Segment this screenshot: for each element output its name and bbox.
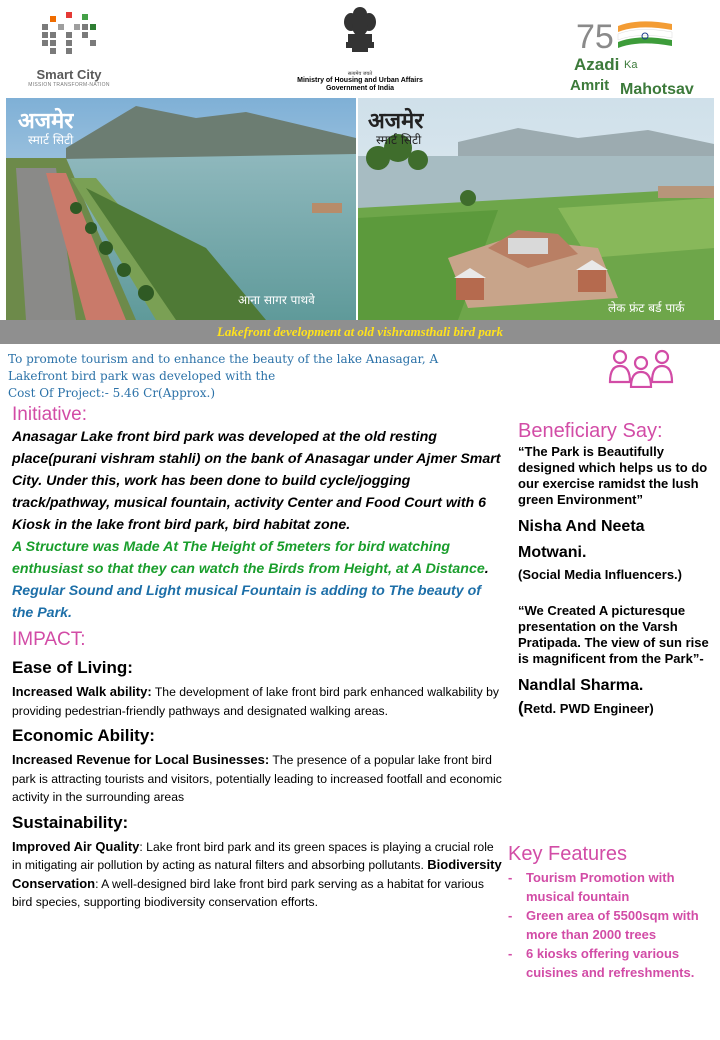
header bbox=[0, 0, 720, 98]
azadi-75-text: 75 bbox=[576, 18, 614, 56]
bird-watching-structure-text bbox=[12, 536, 504, 580]
air-quality-text: : Lake front bird park and its green spaces is playing a crucial role in mitigating air pollution by acting as natural filters and absorbing pollutants. bbox=[12, 839, 494, 872]
ministry-block bbox=[270, 4, 450, 93]
anasagar-pathway-photo bbox=[6, 98, 356, 320]
sustainability-paragraph bbox=[12, 838, 504, 912]
smart-city-name: Smart City bbox=[36, 67, 102, 82]
intro-line-2: Lakefront bird park was developed with the bbox=[8, 369, 276, 383]
bird-watching-period: . bbox=[484, 561, 489, 577]
key-feature-item: - Tourism Promotion with musical fountain bbox=[508, 868, 716, 906]
government-name: Government of India bbox=[325, 85, 395, 92]
state-emblem-icon bbox=[340, 4, 380, 66]
key-feature-item: - Green area of 5500sqm with more than 2000 trees bbox=[508, 906, 716, 944]
beneficiary-name-2: Nandlal Sharma. bbox=[518, 677, 644, 694]
lake-front-bird-park-photo bbox=[358, 98, 714, 320]
right-photo-subtitle: स्मार्ट सिटी bbox=[376, 133, 422, 147]
smart-city-tagline: MISSION TRANSFORM-NATION bbox=[28, 82, 110, 88]
intro-cost-line: Cost Of Project:- 5.46 Cr(Approx.) bbox=[8, 386, 215, 400]
left-photo-subtitle: स्मार्ट सिटी bbox=[28, 133, 74, 147]
photo-strip bbox=[6, 98, 714, 320]
impact-heading: IMPACT: bbox=[12, 629, 86, 650]
beneficiary-role-2-text: Retd. PWD Engineer) bbox=[523, 701, 654, 716]
key-features-heading: Key Features bbox=[508, 843, 627, 865]
walkability-label: Increased Walk ability: bbox=[12, 684, 152, 699]
ministry-name: Ministry of Housing and Urban Affairs bbox=[297, 77, 423, 84]
air-quality-label: Improved Air Quality bbox=[12, 838, 140, 854]
emblem-motto: सत्यमेव जयते bbox=[347, 71, 373, 77]
right-photo-caption: लेक फ्रंट बर्ड पार्क bbox=[608, 301, 685, 315]
beneficiary-role-1: (Social Media Influencers.) bbox=[518, 567, 682, 582]
azadi-ka-word: Ka bbox=[624, 59, 638, 71]
initiative-heading: Initiative: bbox=[12, 404, 87, 425]
key-feature-item: - 6 kiosks offering various cuisines and refreshments. bbox=[508, 944, 716, 982]
left-photo-caption: आना सागर पाथवे bbox=[238, 293, 315, 307]
revenue-label: Increased Revenue for Local Businesses: bbox=[12, 752, 270, 767]
walkability-text: The development of lake front bird park enhanced walkability by providing pedestrian-friendly pathways and designated walking areas. bbox=[12, 685, 500, 718]
beneficiary-role-2-paren: ( bbox=[518, 698, 524, 717]
left-photo-title: अजमेर bbox=[18, 109, 74, 134]
intro-line-1: To promote tourism and to enhance the beauty of the lake Anasagar, A bbox=[8, 352, 439, 366]
right-photo-title: अजमेर bbox=[368, 109, 424, 134]
ease-of-living-paragraph bbox=[12, 683, 504, 720]
revenue-text: The presence of a popular lake front bird park is attracting tourists and visitors, potentially leading to increased footfall and economic activity in the surrounding areas bbox=[12, 753, 502, 804]
beneficiary-column bbox=[518, 420, 714, 717]
caption-bar bbox=[0, 320, 720, 344]
key-features-list bbox=[508, 868, 716, 982]
beneficiary-name-1: Nisha And Neeta Motwani. bbox=[518, 518, 645, 561]
intro-text bbox=[8, 351, 508, 402]
smart-city-grid-icon bbox=[40, 10, 98, 58]
azadi-ka-amrit-mahotsav-logo bbox=[568, 14, 710, 96]
economic-ability-heading: Economic Ability: bbox=[12, 726, 155, 745]
economic-ability-paragraph bbox=[12, 751, 504, 807]
beneficiary-role-2 bbox=[518, 699, 714, 717]
key-features bbox=[508, 842, 716, 982]
beneficiary-quote-1: “The Park is Beautifully designed which helps us to do our exercise ramidst the lush green Environment” bbox=[518, 444, 708, 507]
people-group-icon bbox=[608, 348, 674, 388]
beneficiary-heading: Beneficiary Say: bbox=[518, 420, 663, 442]
main-column bbox=[12, 404, 504, 912]
amrit-word: Amrit bbox=[570, 77, 610, 94]
biodiversity-text: : A well-designed bird lake front bird park serving as a habitat for various bird species, supporting biodiversity conservation efforts. bbox=[12, 876, 484, 909]
mahotsav-word: Mahotsav bbox=[620, 81, 694, 96]
beneficiary-quote-2: “We Created A picturesque presentation on the Varsh Pratipada. The view of sun rise is magnificent from the Park”- bbox=[518, 603, 709, 666]
biodiversity-label: Biodiversity Conservation bbox=[12, 857, 502, 891]
bird-watching-text: A Structure was Made At The Height of 5meters for bird watching enthusiast so that they can watch the Birds from Height, at A Distance bbox=[12, 539, 485, 577]
fountain-text: Regular Sound and Light musical Fountain is adding to The beauty of the Park. bbox=[12, 583, 481, 621]
sustainability-heading: Sustainability: bbox=[12, 812, 129, 832]
caption-text: Lakefront development at old vishramsthali bird park bbox=[216, 324, 503, 339]
smart-city-logo bbox=[28, 10, 110, 96]
initiative-text: Anasagar Lake front bird park was developed at the old resting place(purani vishram stahli) on the bank of Anasagar under Ajmer Smart City. Under this, work has been done to build cycle/jogging track/pathway, musical fountain, activity Center and Food Court with 6 Kiosk in the lake front bird park, bird habitat zone. bbox=[12, 429, 501, 533]
ease-of-living-heading: Ease of Living: bbox=[12, 658, 133, 677]
azadi-word: Azadi bbox=[574, 55, 620, 74]
